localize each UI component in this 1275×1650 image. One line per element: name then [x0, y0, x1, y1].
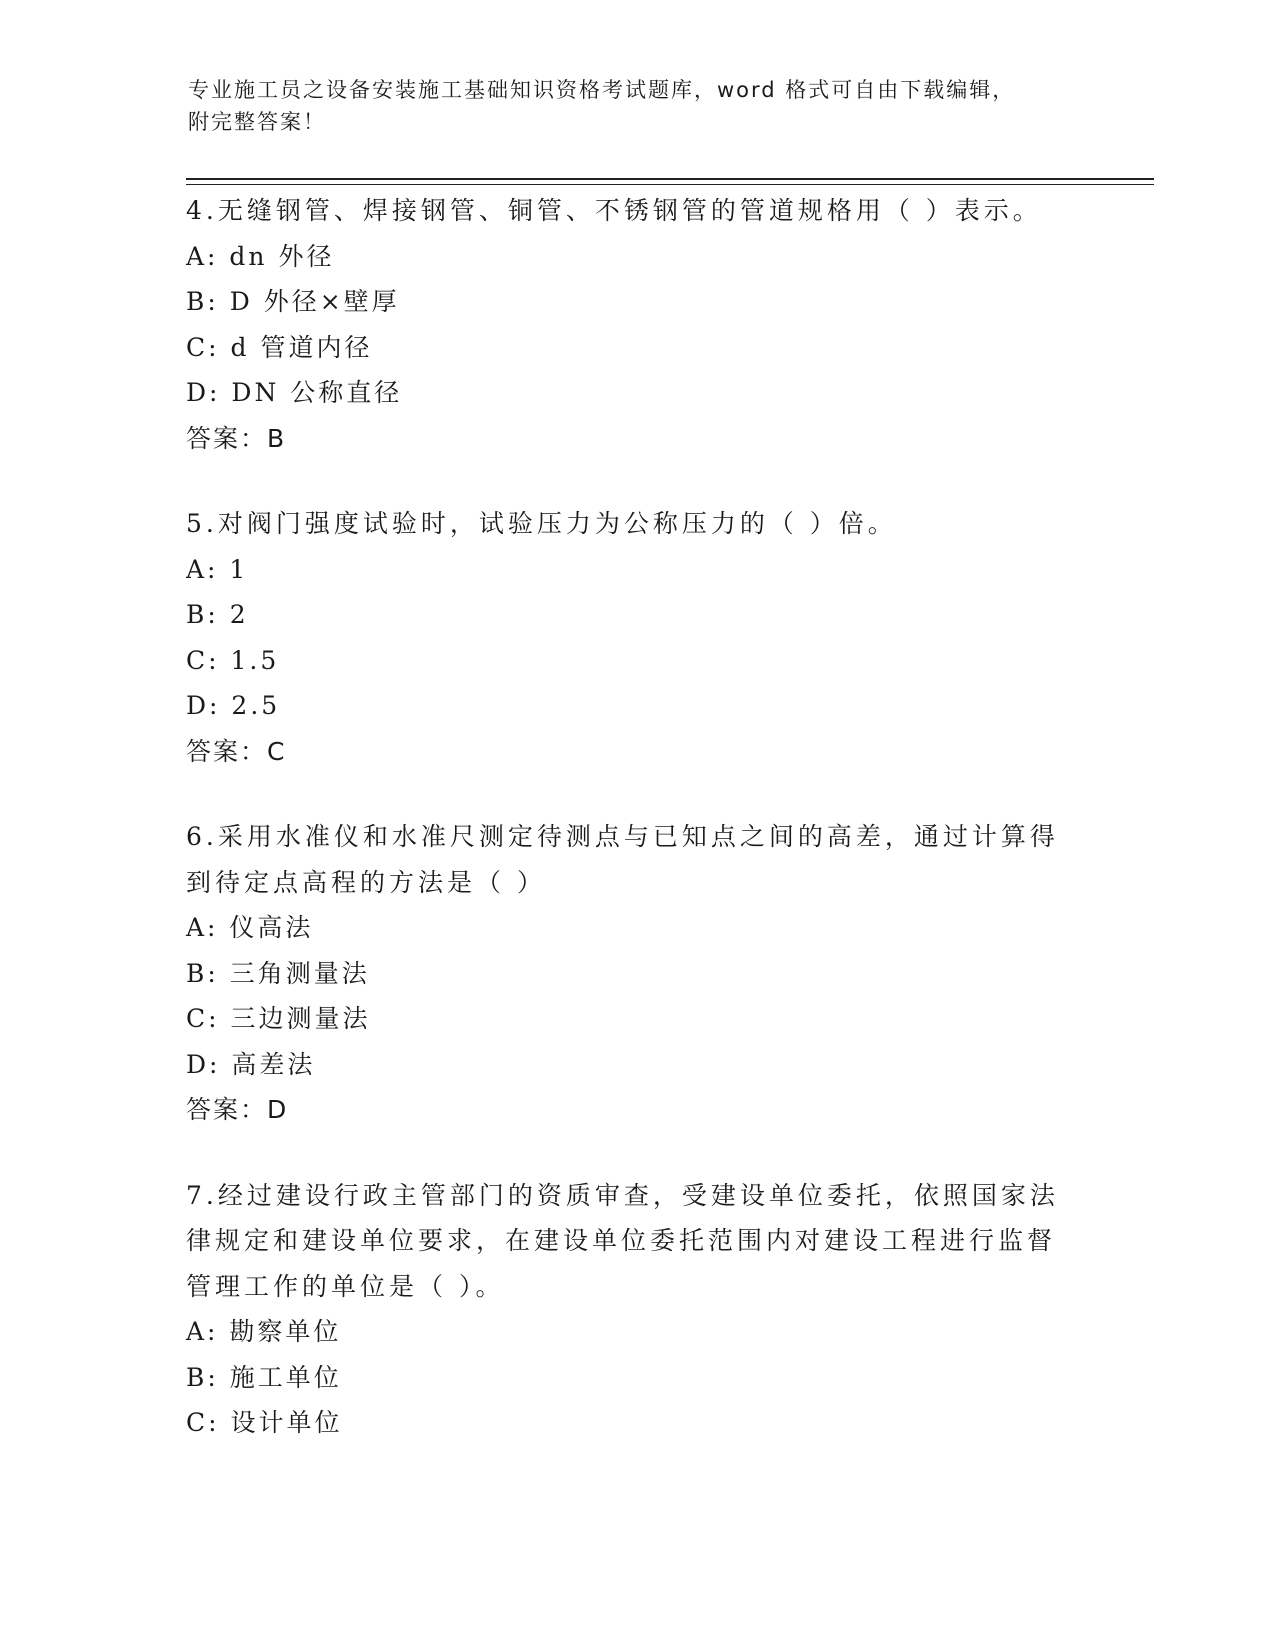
- header-divider-thick: [186, 178, 1154, 180]
- header-line-2: 附完整答案！: [188, 110, 326, 134]
- option-d: D: 高差法: [186, 1049, 316, 1079]
- option-b: B: D 外径×壁厚: [186, 287, 400, 316]
- option-a: A: 1: [186, 554, 249, 584]
- question-4: [186, 188, 1066, 461]
- question-5: [186, 501, 1066, 774]
- option-d: D: DN 公称直径: [186, 378, 403, 407]
- option-a: A: dn 外径: [186, 241, 335, 271]
- question-stem: [186, 188, 1066, 234]
- option-c: C: d 管道内径: [186, 332, 373, 362]
- answer-line: 答案：D: [186, 1095, 289, 1124]
- option-a: A: 仪高法: [186, 913, 314, 942]
- question-stem-line: 到待定点高程的方法是（ ）: [186, 867, 546, 897]
- question-stem-line: 6.采用水准仪和水准尺测定待测点与已知点之间的高差，通过计算得: [186, 822, 1059, 851]
- question-stem: [186, 814, 1066, 905]
- option-a: A: 勘察单位: [186, 1317, 342, 1346]
- answer-line: 答案：C: [186, 736, 287, 766]
- question-stem: [186, 1173, 1066, 1310]
- option-c: C: 设计单位: [186, 1408, 343, 1437]
- option-d: D: 2.5: [186, 691, 281, 720]
- question-stem-line: 4.无缝钢管、焊接钢管、铜管、不锈钢管的管道规格用（ ）表示。: [186, 196, 1042, 225]
- question-stem-line: 5.对阀门强度试验时，试验压力为公称压力的（ ）倍。: [186, 509, 897, 538]
- option-c: C: 1.5: [186, 645, 280, 675]
- option-b: B: 三角测量法: [186, 958, 370, 988]
- header-divider-thin: [186, 184, 1154, 185]
- document-header: [188, 74, 1068, 138]
- question-stem: [186, 501, 1066, 547]
- question-7: [186, 1173, 1066, 1446]
- option-b: B: 2: [186, 600, 249, 629]
- question-stem-line: 律规定和建设单位要求，在建设单位委托范围内对建设工程进行监督: [186, 1226, 1057, 1255]
- question-stem-line: 7.经过建设行政主管部门的资质审查，受建设单位委托，依照国家法: [186, 1180, 1059, 1210]
- option-c: C: 三边测量法: [186, 1004, 371, 1033]
- answer-line: 答案：B: [186, 423, 287, 453]
- option-b: B: 施工单位: [186, 1362, 342, 1392]
- question-list: [186, 188, 1066, 1486]
- header-line-1: 专业施工员之设备安装施工基础知识资格考试题库，word 格式可自由下载编辑，: [188, 78, 1016, 102]
- question-6: [186, 814, 1066, 1133]
- question-stem-line: 管理工作的单位是（ ）。: [186, 1271, 505, 1301]
